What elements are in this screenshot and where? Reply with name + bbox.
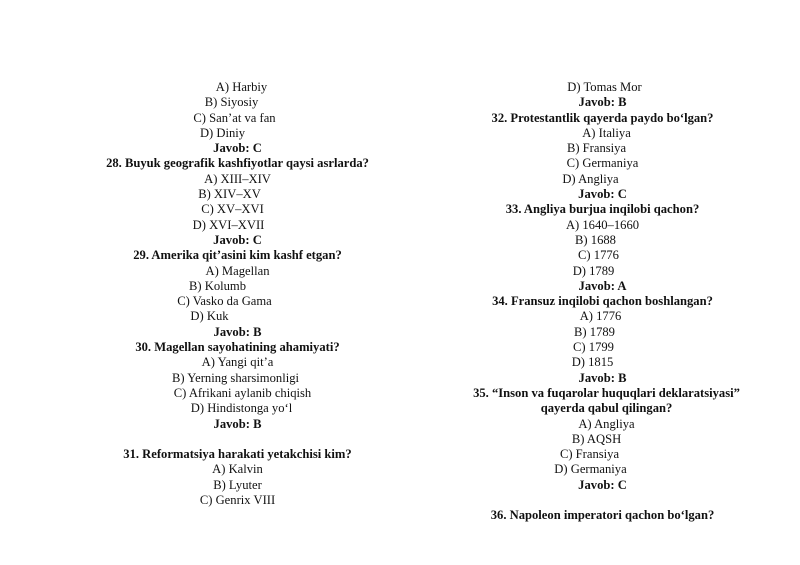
answer-line: Javob: A — [578, 278, 627, 293]
question-text: 33. Angliya burjua inqilobi qachon? — [505, 202, 700, 217]
option-line: D) Angliya — [562, 171, 619, 186]
option-line: B) Fransiya — [566, 141, 627, 156]
question-text: 30. Magellan sayohatining ahamiyati? — [135, 340, 340, 355]
option-line: C) 1776 — [578, 248, 619, 263]
option-line: C) 1799 — [573, 340, 614, 355]
question-text: 32. Protestantlik qayerda paydo bo‘lgan? — [491, 110, 714, 125]
option-line: B) Lyuter — [213, 477, 262, 492]
option-line: C) San’at va fan — [193, 110, 276, 125]
option-line: D) XVI–XVII — [192, 217, 265, 232]
blank-line — [40, 432, 435, 447]
option-line: B) Kolumb — [188, 278, 247, 293]
question-text: 36. Napoleon imperatori qachon bo‘lgan? — [490, 508, 715, 523]
option-line: A) XIII–XIV — [204, 171, 271, 186]
option-line: B) Yerning sharsimonligi — [172, 370, 299, 385]
option-line: A) Italiya — [582, 125, 631, 140]
option-line: D) Kuk — [190, 309, 229, 324]
question-text: 34. Fransuz inqilobi qachon boshlangan? — [492, 294, 713, 309]
answer-line: Javob: C — [213, 141, 262, 156]
answer-line: Javob: B — [213, 324, 262, 339]
option-line: C) Genrix VIII — [199, 493, 276, 508]
option-line: A) Magellan — [205, 263, 270, 278]
blank-line — [405, 493, 800, 508]
right-column — [405, 80, 800, 524]
option-line: B) 1789 — [574, 324, 615, 339]
answer-line: Javob: B — [213, 416, 262, 431]
answer-line: Javob: C — [578, 187, 627, 202]
option-line: A) Angliya — [578, 416, 635, 431]
option-line: B) AQSH — [571, 431, 622, 446]
question-text: 35. “Inson va fuqarolar huquqlari deklaratsiyasi” — [473, 385, 740, 400]
option-line: D) Germaniya — [554, 462, 627, 477]
option-line: D) Diniy — [199, 125, 246, 140]
option-line: C) Fransiya — [559, 447, 620, 462]
option-line: C) Vasko da Gama — [177, 294, 272, 309]
question-text: 29. Amerika qit’asini kim kashf etgan? — [133, 248, 342, 263]
left-column — [40, 80, 435, 508]
option-line: D) Hindistonga yo‘l — [190, 401, 293, 416]
option-line: A) Harbiy — [215, 80, 268, 94]
option-line: B) XIV–XV — [198, 187, 261, 202]
answer-line: Javob: B — [578, 370, 627, 385]
answer-line: Javob: C — [213, 232, 262, 247]
answer-line: Javob: B — [578, 95, 627, 110]
option-line: D) 1815 — [571, 355, 614, 370]
option-line: C) Afrikani aylanib chiqish — [173, 385, 312, 400]
option-line: B) Siyosiy — [204, 95, 259, 110]
question-text: 28. Buyuk geografik kashfiyotlar qaysi asrlarda? — [106, 156, 369, 171]
option-line: B) 1688 — [575, 232, 616, 247]
option-line: A) 1640–1660 — [565, 217, 640, 232]
answer-line: Javob: C — [578, 477, 627, 492]
question-text: qayerda qabul qilingan? — [540, 401, 673, 416]
option-line: A) 1776 — [579, 309, 622, 324]
option-line: C) XV–XVI — [201, 202, 264, 217]
question-text: 31. Reformatsiya harakati yetakchisi kim? — [123, 447, 352, 462]
option-line: A) Kalvin — [212, 462, 263, 477]
option-line: C) Germaniya — [566, 156, 639, 171]
option-line: A) Yangi qit’a — [201, 355, 274, 370]
option-line: D) 1789 — [572, 263, 615, 278]
option-line: D) Tomas Mor — [567, 80, 642, 94]
